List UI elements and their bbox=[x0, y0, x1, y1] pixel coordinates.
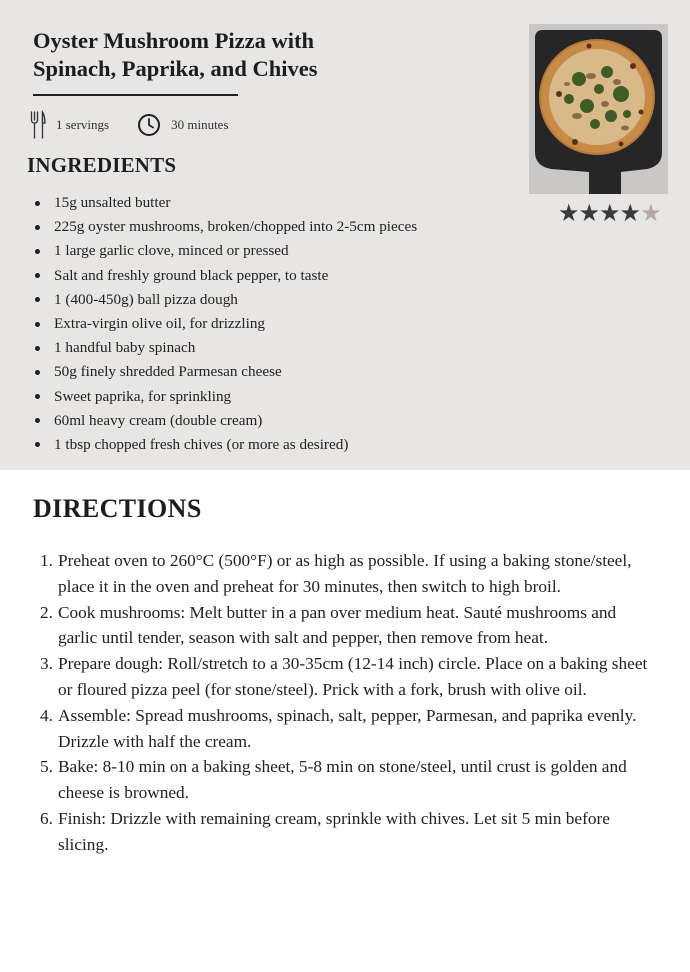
ingredient-text: 1 tbsp chopped fresh chives (or more as desired) bbox=[54, 435, 349, 453]
step-number: 5. bbox=[40, 757, 53, 777]
star-filled-icon: ★ bbox=[578, 201, 601, 227]
ingredient-text: Extra-virgin olive oil, for drizzling bbox=[54, 315, 266, 333]
ingredient-item bbox=[32, 433, 417, 457]
servings-text: 1 servings bbox=[56, 117, 110, 132]
step-text: Cook mushrooms: Melt butter in a pan over medium heat. Sauté mushrooms and garlic until tender, season with salt and pepper, then remove from heat. bbox=[58, 602, 617, 648]
bullet-icon bbox=[35, 201, 40, 206]
direction-step bbox=[40, 754, 652, 806]
ingredient-item bbox=[32, 288, 417, 312]
ingredient-item bbox=[32, 215, 417, 239]
recipe-meta bbox=[30, 110, 229, 140]
bullet-icon bbox=[35, 418, 40, 423]
direction-step bbox=[40, 548, 652, 600]
bullet-icon bbox=[35, 297, 40, 302]
time-text: 30 minutes bbox=[171, 117, 229, 132]
ingredients-list bbox=[32, 191, 417, 457]
step-number: 2. bbox=[40, 602, 53, 622]
ingredient-text: 1 (400-450g) ball pizza dough bbox=[54, 290, 238, 308]
recipe-title-line-1: Oyster Mushroom Pizza with bbox=[33, 28, 315, 53]
ingredient-item bbox=[32, 336, 417, 360]
ingredient-text: 50g finely shredded Parmesan cheese bbox=[54, 363, 282, 381]
title-divider bbox=[33, 94, 238, 96]
ingredient-item bbox=[32, 312, 417, 336]
bullet-icon bbox=[35, 225, 40, 230]
ingredient-item bbox=[32, 264, 417, 288]
ingredient-item bbox=[32, 360, 417, 384]
bullet-icon bbox=[35, 442, 40, 447]
directions-list bbox=[40, 548, 652, 858]
bullet-icon bbox=[35, 346, 40, 351]
step-number: 4. bbox=[40, 705, 53, 725]
star-filled-icon: ★ bbox=[558, 201, 580, 227]
ingredient-text: 1 handful baby spinach bbox=[54, 339, 196, 357]
clock-icon bbox=[137, 113, 161, 137]
bullet-icon bbox=[35, 322, 40, 327]
step-number: 1. bbox=[40, 551, 53, 570]
step-text: Assemble: Spread mushrooms, spinach, salt, pepper, Parmesan, and paprika evenly. Drizzle with half the cream. bbox=[58, 705, 637, 751]
star-empty-icon: ★ bbox=[640, 201, 662, 227]
ingredient-text: Sweet paprika, for sprinkling bbox=[54, 387, 232, 405]
direction-step bbox=[40, 806, 652, 858]
recipe-header-panel bbox=[0, 0, 690, 470]
ingredients-heading: INGREDIENTS bbox=[27, 153, 177, 177]
ingredient-text: 1 large garlic clove, minced or pressed bbox=[54, 242, 289, 260]
step-text: Preheat oven to 260°C (500°F) or as high as possible. If using a baking stone/steel, place it in the oven and preheat for 30 minutes, then switch to high broil. bbox=[58, 551, 632, 596]
direction-step bbox=[40, 600, 652, 652]
bullet-icon bbox=[35, 370, 40, 375]
step-number: 6. bbox=[40, 808, 53, 828]
rating-stars bbox=[558, 202, 661, 226]
utensils-icon bbox=[30, 110, 46, 140]
directions-heading: DIRECTIONS bbox=[33, 494, 202, 523]
direction-step bbox=[40, 651, 652, 703]
ingredient-text: 225g oyster mushrooms, broken/chopped into 2-5cm pieces bbox=[54, 218, 418, 236]
ingredient-text: 60ml heavy cream (double cream) bbox=[54, 411, 263, 429]
step-text: Bake: 8-10 min on a baking sheet, 5-8 min on stone/steel, until crust is golden and cheese is browned. bbox=[58, 757, 627, 803]
star-filled-icon: ★ bbox=[599, 201, 621, 227]
bullet-icon bbox=[35, 249, 40, 254]
recipe-title bbox=[33, 27, 393, 83]
bullet-icon bbox=[35, 273, 40, 278]
star-filled-icon: ★ bbox=[619, 201, 642, 227]
pizza-photo bbox=[529, 24, 668, 194]
step-number: 3. bbox=[40, 654, 53, 674]
ingredient-text: Salt and freshly ground black pepper, to taste bbox=[54, 266, 329, 284]
ingredient-item bbox=[32, 409, 417, 433]
step-text: Prepare dough: Roll/stretch to a 30-35cm (12-14 inch) circle. Place on a baking sheet or floured pizza peel (for stone/steel). Prick with a fork, brush with olive oil. bbox=[58, 654, 648, 699]
ingredient-item bbox=[32, 239, 417, 263]
bullet-icon bbox=[35, 394, 40, 399]
step-text: Finish: Drizzle with remaining cream, sprinkle with chives. Let sit 5 min before slicing. bbox=[58, 808, 610, 854]
ingredient-item bbox=[32, 191, 417, 215]
direction-step bbox=[40, 703, 652, 755]
ingredient-item bbox=[32, 385, 417, 409]
recipe-title-line-2: Spinach, Paprika, and Chives bbox=[33, 56, 318, 81]
ingredient-text: 15g unsalted butter bbox=[54, 194, 171, 212]
